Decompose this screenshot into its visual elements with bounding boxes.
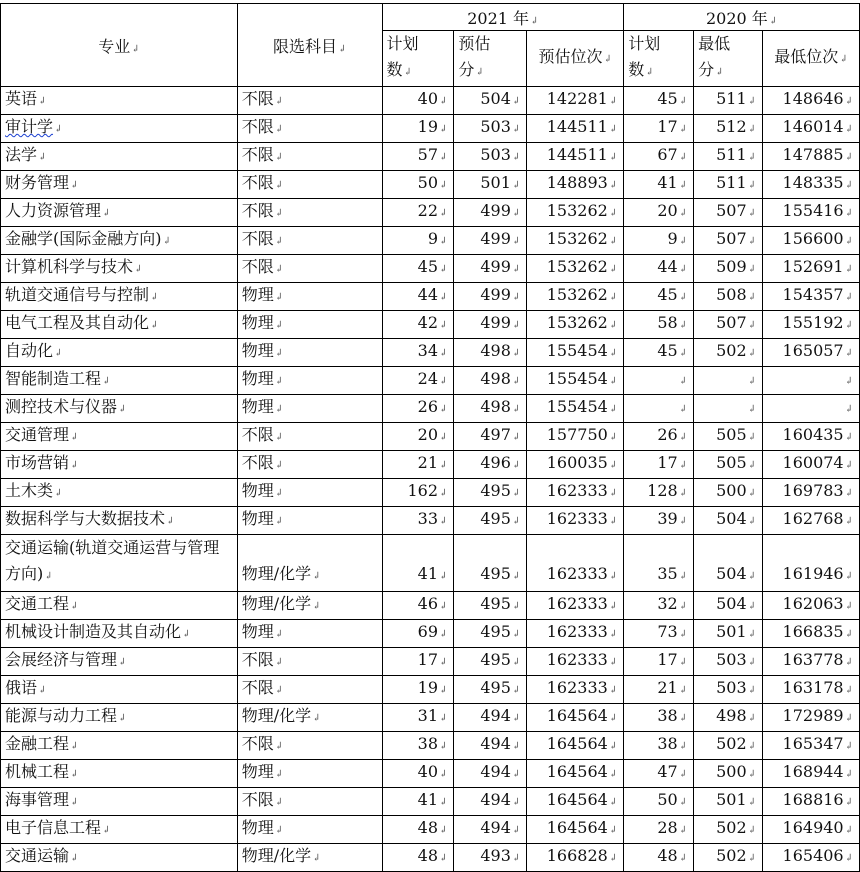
cell-plan-2021: 40↲: [382, 87, 454, 115]
header-row-years: [1, 4, 860, 31]
cell-est-score-2021: 495↲: [454, 676, 527, 704]
cell-major: 法学↲: [1, 143, 238, 171]
cell-plan-2020: 9↲: [624, 227, 694, 255]
table-row: [1, 283, 860, 311]
cell-plan-2020: 58↲: [624, 311, 694, 339]
table-row: [1, 311, 860, 339]
cell-plan-2021: 41↲: [382, 535, 454, 592]
cell-est-rank-2021: 157750↲: [527, 423, 624, 451]
cell-plan-2020: 45↲: [624, 283, 694, 311]
cell-est-rank-2021: 142281↲: [527, 87, 624, 115]
cell-plan-2021: 45↲: [382, 255, 454, 283]
cell-est-rank-2021: 162333↲: [527, 479, 624, 507]
table-row: [1, 395, 860, 423]
cell-plan-2021: 48↲: [382, 816, 454, 844]
cell-est-score-2021: 494↲: [454, 760, 527, 788]
cell-est-score-2021: 497↲: [454, 423, 527, 451]
cell-min-score-2020: ↲: [694, 367, 763, 395]
cell-est-rank-2021: 162333↲: [527, 592, 624, 620]
cell-min-rank-2020: 162063↲: [763, 592, 860, 620]
cell-subject: 物理↲: [237, 283, 382, 311]
cell-major: 人力资源管理↲: [1, 199, 238, 227]
cell-est-rank-2021: 153262↲: [527, 283, 624, 311]
cell-plan-2021: 9↲: [382, 227, 454, 255]
cell-plan-2020: 45↲: [624, 339, 694, 367]
table-row: [1, 620, 860, 648]
cell-subject: 不限↲: [237, 87, 382, 115]
cell-est-rank-2021: 162333↲: [527, 620, 624, 648]
header-year-2021: 2021 年↲: [382, 4, 624, 31]
cell-subject: 物理↲: [237, 339, 382, 367]
cell-est-score-2021: 499↲: [454, 255, 527, 283]
cell-est-rank-2021: 153262↲: [527, 227, 624, 255]
cell-est-score-2021: 495↲: [454, 620, 527, 648]
cell-plan-2020: 28↲: [624, 816, 694, 844]
cell-major: 电气工程及其自动化↲: [1, 311, 238, 339]
cell-subject: 物理/化学↲: [237, 844, 382, 872]
cell-est-score-2021: 499↲: [454, 311, 527, 339]
cell-min-score-2020: 501↲: [694, 620, 763, 648]
table-row: [1, 171, 860, 199]
cell-plan-2021: 50↲: [382, 171, 454, 199]
cell-subject: 物理↲: [237, 311, 382, 339]
table-row: [1, 535, 860, 592]
cell-min-score-2020: 502↲: [694, 732, 763, 760]
table-row: [1, 227, 860, 255]
table-row: [1, 760, 860, 788]
cell-min-rank-2020: 154357↲: [763, 283, 860, 311]
cell-major: 轨道交通信号与控制↲: [1, 283, 238, 311]
cell-plan-2020: 20↲: [624, 199, 694, 227]
cell-min-score-2020: 503↲: [694, 676, 763, 704]
cell-major: 金融工程↲: [1, 732, 238, 760]
cell-min-rank-2020: 163178↲: [763, 676, 860, 704]
cell-est-rank-2021: 155454↲: [527, 339, 624, 367]
cell-plan-2021: 19↲: [382, 676, 454, 704]
cell-plan-2020: 50↲: [624, 788, 694, 816]
cell-min-score-2020: 505↲: [694, 451, 763, 479]
cell-est-score-2021: 501↲: [454, 171, 527, 199]
cell-subject: 不限↲: [237, 143, 382, 171]
cell-plan-2020: ↲: [624, 367, 694, 395]
cell-est-score-2021: 495↲: [454, 648, 527, 676]
table-row: [1, 788, 860, 816]
cell-major: 英语↲: [1, 87, 238, 115]
cell-plan-2021: 26↲: [382, 395, 454, 423]
cell-subject: 物理/化学↲: [237, 535, 382, 592]
cell-est-rank-2021: 144511↲: [527, 115, 624, 143]
table-row: [1, 451, 860, 479]
cell-est-rank-2021: 155454↲: [527, 395, 624, 423]
cell-major: 电子信息工程↲: [1, 816, 238, 844]
cell-plan-2020: 35↲: [624, 535, 694, 592]
cell-min-score-2020: 511↲: [694, 171, 763, 199]
cell-plan-2020: 38↲: [624, 704, 694, 732]
cell-est-score-2021: 503↲: [454, 143, 527, 171]
cell-est-rank-2021: 153262↲: [527, 311, 624, 339]
cell-est-score-2021: 494↲: [454, 732, 527, 760]
cell-est-score-2021: 499↲: [454, 227, 527, 255]
table-row: [1, 367, 860, 395]
header-est-score: 预估 分↲: [454, 31, 527, 87]
cell-subject: 物理↲: [237, 760, 382, 788]
cell-plan-2021: 44↲: [382, 283, 454, 311]
table-row: [1, 199, 860, 227]
cell-est-rank-2021: 164564↲: [527, 816, 624, 844]
cell-plan-2021: 41↲: [382, 788, 454, 816]
table-row: [1, 676, 860, 704]
cell-major: 智能制造工程↲: [1, 367, 238, 395]
cell-min-rank-2020: 165347↲: [763, 732, 860, 760]
admission-score-table: [0, 3, 860, 872]
cell-plan-2021: 69↲: [382, 620, 454, 648]
header-min-rank: 最低位次↲: [763, 31, 860, 87]
cell-plan-2020: 48↲: [624, 844, 694, 872]
cell-min-rank-2020: 165057↲: [763, 339, 860, 367]
cell-plan-2020: 44↲: [624, 255, 694, 283]
table-row: [1, 339, 860, 367]
cell-subject: 物理↲: [237, 367, 382, 395]
cell-major: 交通运输(轨道交通运营与管理方向)↲: [1, 535, 238, 592]
cell-min-score-2020: 500↲: [694, 760, 763, 788]
cell-min-rank-2020: 146014↲: [763, 115, 860, 143]
cell-min-score-2020: 505↲: [694, 423, 763, 451]
cell-major: 市场营销↲: [1, 451, 238, 479]
cell-plan-2020: 17↲: [624, 648, 694, 676]
cell-est-rank-2021: 164564↲: [527, 704, 624, 732]
cell-min-score-2020: 504↲: [694, 507, 763, 535]
cell-min-score-2020: 504↲: [694, 592, 763, 620]
cell-min-score-2020: 507↲: [694, 227, 763, 255]
table-row: [1, 592, 860, 620]
cell-major: 会展经济与管理↲: [1, 648, 238, 676]
cell-est-rank-2021: 162333↲: [527, 535, 624, 592]
cell-subject: 不限↲: [237, 676, 382, 704]
cell-plan-2021: 162↲: [382, 479, 454, 507]
cell-min-score-2020: 498↲: [694, 704, 763, 732]
cell-est-score-2021: 498↲: [454, 367, 527, 395]
cell-min-rank-2020: 147885↲: [763, 143, 860, 171]
cell-min-score-2020: 502↲: [694, 816, 763, 844]
cell-plan-2020: 41↲: [624, 171, 694, 199]
cell-major: 海事管理↲: [1, 788, 238, 816]
cell-est-rank-2021: 144511↲: [527, 143, 624, 171]
cell-plan-2021: 34↲: [382, 339, 454, 367]
cell-major: 俄语↲: [1, 676, 238, 704]
cell-min-score-2020: 502↲: [694, 339, 763, 367]
cell-major: 审计学↲: [1, 115, 238, 143]
table-row: [1, 115, 860, 143]
cell-major: 交通运输↲: [1, 844, 238, 872]
cell-plan-2020: 45↲: [624, 87, 694, 115]
header-plan-2020: 计划 数↲: [624, 31, 694, 87]
cell-plan-2020: 128↲: [624, 479, 694, 507]
cell-major: 能源与动力工程↲: [1, 704, 238, 732]
cell-major: 计算机科学与技术↲: [1, 255, 238, 283]
cell-min-rank-2020: 156600↲: [763, 227, 860, 255]
cell-est-rank-2021: 164564↲: [527, 732, 624, 760]
cell-est-score-2021: 498↲: [454, 339, 527, 367]
cell-major: 交通管理↲: [1, 423, 238, 451]
cell-major: 机械工程↲: [1, 760, 238, 788]
cell-min-rank-2020: 168944↲: [763, 760, 860, 788]
cell-est-score-2021: 495↲: [454, 507, 527, 535]
cell-major: 机械设计制造及其自动化↲: [1, 620, 238, 648]
header-est-rank: 预估位次↲: [527, 31, 624, 87]
cell-est-rank-2021: 148893↲: [527, 171, 624, 199]
cell-plan-2021: 42↲: [382, 311, 454, 339]
cell-major: 自动化↲: [1, 339, 238, 367]
cell-min-rank-2020: 166835↲: [763, 620, 860, 648]
cell-plan-2021: 57↲: [382, 143, 454, 171]
cell-est-rank-2021: 164564↲: [527, 788, 624, 816]
cell-plan-2021: 17↲: [382, 648, 454, 676]
table-row: [1, 507, 860, 535]
cell-min-rank-2020: 169783↲: [763, 479, 860, 507]
cell-plan-2021: 48↲: [382, 844, 454, 872]
cell-plan-2021: 24↲: [382, 367, 454, 395]
cell-est-rank-2021: 153262↲: [527, 199, 624, 227]
cell-min-rank-2020: 161946↲: [763, 535, 860, 592]
cell-subject: 不限↲: [237, 199, 382, 227]
table-row: [1, 87, 860, 115]
cell-major: 财务管理↲: [1, 171, 238, 199]
cell-subject: 不限↲: [237, 732, 382, 760]
cell-plan-2020: 47↲: [624, 760, 694, 788]
cell-plan-2020: 17↲: [624, 115, 694, 143]
cell-est-score-2021: 499↲: [454, 199, 527, 227]
cell-plan-2020: 38↲: [624, 732, 694, 760]
cell-plan-2021: 21↲: [382, 451, 454, 479]
cell-plan-2021: 19↲: [382, 115, 454, 143]
header-restriction: 限选科目↲: [237, 4, 382, 87]
cell-min-rank-2020: 162768↲: [763, 507, 860, 535]
cell-min-rank-2020: 168816↲: [763, 788, 860, 816]
cell-min-score-2020: 508↲: [694, 283, 763, 311]
cell-est-rank-2021: 162333↲: [527, 676, 624, 704]
cell-min-rank-2020: 163778↲: [763, 648, 860, 676]
cell-est-score-2021: 494↲: [454, 816, 527, 844]
cell-plan-2020: ↲: [624, 395, 694, 423]
header-plan-2021: 计划 数↲: [382, 31, 454, 87]
cell-subject: 物理↲: [237, 479, 382, 507]
cell-min-score-2020: 509↲: [694, 255, 763, 283]
cell-min-score-2020: 504↲: [694, 535, 763, 592]
cell-plan-2020: 32↲: [624, 592, 694, 620]
cell-plan-2021: 22↲: [382, 199, 454, 227]
cell-subject: 物理↲: [237, 620, 382, 648]
table-row: [1, 844, 860, 872]
cell-subject: 不限↲: [237, 115, 382, 143]
cell-subject: 物理↲: [237, 507, 382, 535]
cell-min-rank-2020: 152691↲: [763, 255, 860, 283]
cell-min-rank-2020: 148335↲: [763, 171, 860, 199]
cell-subject: 物理↲: [237, 816, 382, 844]
cell-plan-2020: 17↲: [624, 451, 694, 479]
cell-est-rank-2021: 162333↲: [527, 648, 624, 676]
cell-min-score-2020: 507↲: [694, 199, 763, 227]
header-year-2020: 2020 年↲: [624, 4, 860, 31]
table-row: [1, 479, 860, 507]
cell-min-score-2020: 511↲: [694, 87, 763, 115]
cell-min-score-2020: 511↲: [694, 143, 763, 171]
cell-subject: 不限↲: [237, 423, 382, 451]
cell-min-score-2020: 501↲: [694, 788, 763, 816]
cell-est-score-2021: 503↲: [454, 115, 527, 143]
header-major: 专业↲: [1, 4, 238, 87]
cell-plan-2021: 40↲: [382, 760, 454, 788]
cell-min-score-2020: 500↲: [694, 479, 763, 507]
cell-plan-2021: 38↲: [382, 732, 454, 760]
cell-subject: 物理↲: [237, 395, 382, 423]
cell-est-score-2021: 495↲: [454, 535, 527, 592]
cell-est-score-2021: 494↲: [454, 788, 527, 816]
cell-subject: 不限↲: [237, 227, 382, 255]
cell-est-rank-2021: 153262↲: [527, 255, 624, 283]
cell-major: 土木类↲: [1, 479, 238, 507]
cell-subject: 不限↲: [237, 451, 382, 479]
cell-min-score-2020: 512↲: [694, 115, 763, 143]
cell-est-score-2021: 495↲: [454, 592, 527, 620]
table-row: [1, 732, 860, 760]
cell-plan-2021: 46↲: [382, 592, 454, 620]
cell-subject: 不限↲: [237, 648, 382, 676]
table-row: [1, 704, 860, 732]
cell-min-rank-2020: 160074↲: [763, 451, 860, 479]
table-row: [1, 143, 860, 171]
cell-min-rank-2020: 164940↲: [763, 816, 860, 844]
cell-major: 测控技术与仪器↲: [1, 395, 238, 423]
table-row: [1, 816, 860, 844]
cell-plan-2021: 31↲: [382, 704, 454, 732]
cell-subject: 不限↲: [237, 788, 382, 816]
cell-plan-2020: 26↲: [624, 423, 694, 451]
cell-major: 数据科学与大数据技术↲: [1, 507, 238, 535]
cell-min-rank-2020: 160435↲: [763, 423, 860, 451]
cell-plan-2020: 67↲: [624, 143, 694, 171]
cell-est-score-2021: 495↲: [454, 479, 527, 507]
cell-min-rank-2020: 155416↲: [763, 199, 860, 227]
cell-plan-2020: 39↲: [624, 507, 694, 535]
cell-plan-2020: 73↲: [624, 620, 694, 648]
cell-plan-2021: 20↲: [382, 423, 454, 451]
table-row: [1, 648, 860, 676]
cell-min-score-2020: 507↲: [694, 311, 763, 339]
cell-est-score-2021: 496↲: [454, 451, 527, 479]
cell-est-score-2021: 498↲: [454, 395, 527, 423]
cell-major: 交通工程↲: [1, 592, 238, 620]
cell-est-rank-2021: 166828↲: [527, 844, 624, 872]
cell-est-score-2021: 499↲: [454, 283, 527, 311]
cell-major: 金融学(国际金融方向)↲: [1, 227, 238, 255]
cell-subject: 不限↲: [237, 171, 382, 199]
cell-min-score-2020: 502↲: [694, 844, 763, 872]
table-body: [1, 87, 860, 872]
cell-min-rank-2020: 155192↲: [763, 311, 860, 339]
cell-min-rank-2020: ↲: [763, 395, 860, 423]
cell-subject: 物理/化学↲: [237, 592, 382, 620]
cell-plan-2021: 33↲: [382, 507, 454, 535]
cell-subject: 不限↲: [237, 255, 382, 283]
table-row: [1, 423, 860, 451]
cell-plan-2020: 21↲: [624, 676, 694, 704]
cell-min-rank-2020: 165406↲: [763, 844, 860, 872]
cell-est-rank-2021: 164564↲: [527, 760, 624, 788]
cell-min-score-2020: 503↲: [694, 648, 763, 676]
cell-est-score-2021: 493↲: [454, 844, 527, 872]
cell-est-rank-2021: 160035↲: [527, 451, 624, 479]
cell-subject: 物理/化学↲: [237, 704, 382, 732]
cell-est-score-2021: 494↲: [454, 704, 527, 732]
cell-min-rank-2020: 172989↲: [763, 704, 860, 732]
cell-est-rank-2021: 162333↲: [527, 507, 624, 535]
cell-min-rank-2020: 148646↲: [763, 87, 860, 115]
cell-est-rank-2021: 155454↲: [527, 367, 624, 395]
table-row: [1, 255, 860, 283]
cell-est-score-2021: 504↲: [454, 87, 527, 115]
cell-min-score-2020: ↲: [694, 395, 763, 423]
cell-min-rank-2020: ↲: [763, 367, 860, 395]
header-min-score: 最低 分↲: [694, 31, 763, 87]
